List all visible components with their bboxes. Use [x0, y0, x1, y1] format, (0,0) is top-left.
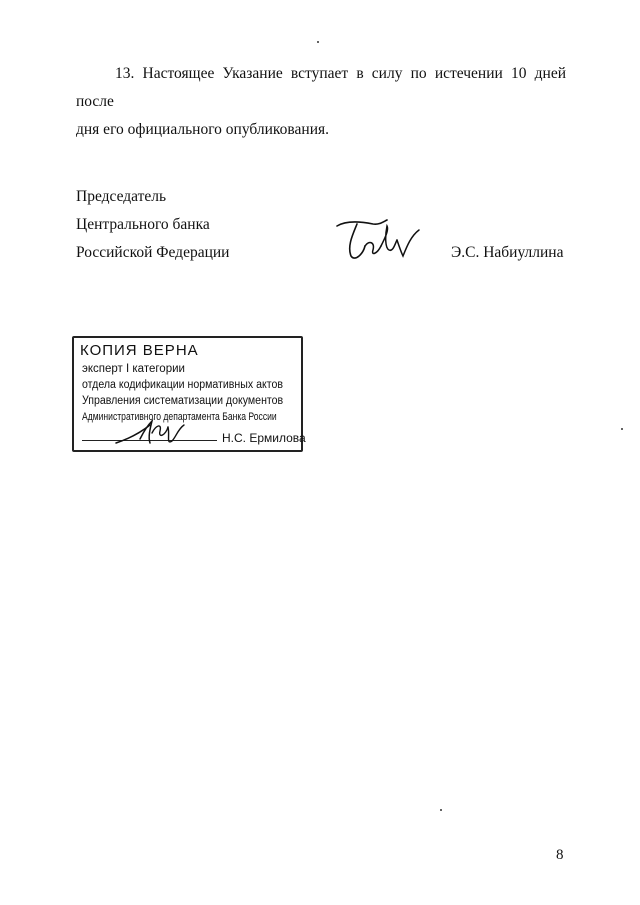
handwritten-signature [333, 216, 423, 268]
signatory-title-line-3: Российской Федерации [76, 244, 230, 261]
stamp-position: эксперт I категории [82, 363, 185, 375]
stamp-organization: Административного департамента Банка России [82, 411, 277, 423]
stamp-name: Н.С. Ермилова [222, 431, 306, 445]
paragraph-13 [76, 60, 566, 144]
signatory-name: Э.С. Набиуллина [451, 244, 564, 261]
page-number: 8 [556, 847, 564, 863]
stamp-division: Управления систематизации документов [82, 395, 284, 407]
stamp-handwritten-signature [114, 417, 189, 449]
signatory-title-line-2: Центрального банка [76, 216, 210, 233]
stamp-title: КОПИЯ ВЕРНА [80, 342, 199, 359]
signatory-title-line-1: Председатель [76, 188, 167, 205]
scan-speck [317, 41, 319, 43]
paragraph-line-2: дня его официального опубликования. [76, 121, 330, 138]
scan-speck [440, 809, 442, 811]
stamp-department: отдела кодификации нормативных актов [82, 379, 283, 391]
paragraph-line-1: 13. Настоящее Указание вступает в силу по истечении 10 дней после [76, 65, 566, 110]
scan-speck [621, 428, 623, 430]
copy-certified-stamp [72, 336, 306, 452]
